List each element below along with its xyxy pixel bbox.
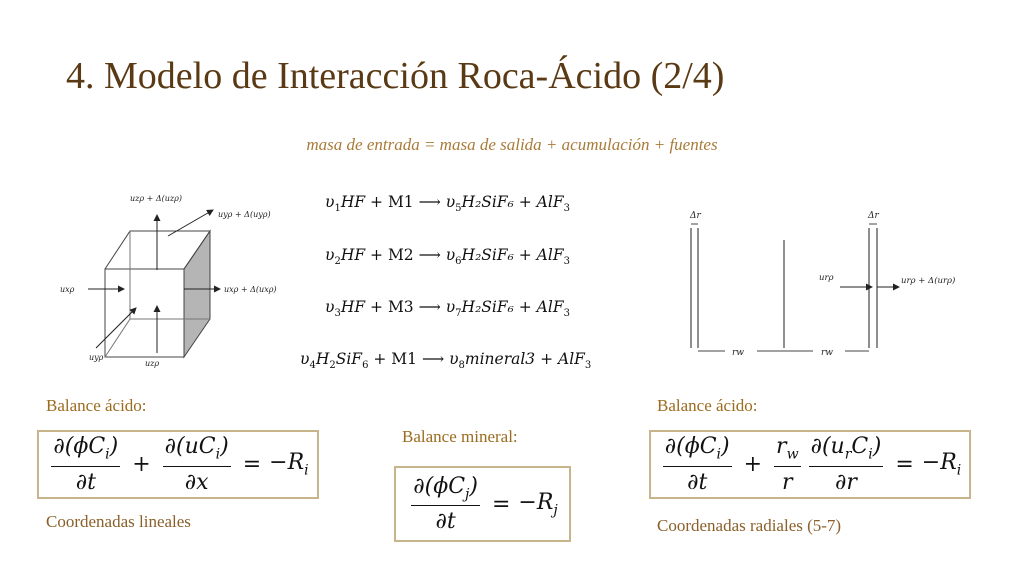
uy-in-arrow (96, 308, 136, 348)
uy-out-arrow (168, 210, 213, 236)
label-uz-out: uzρ + Δ(uzρ) (130, 194, 182, 203)
control-volume-cube-diagram (60, 180, 300, 370)
mineral-balance-heading: Balance mineral: (402, 427, 518, 446)
label-dr-left: Δr (690, 211, 701, 221)
label-ux-in: uxρ (60, 285, 75, 294)
linear-coordinates-caption: Coordenadas lineales (46, 512, 191, 531)
mineral-balance-equation: $\frac{\partial(\phi C_j)}{\partial t}$ = $-R_j$ (394, 466, 571, 542)
radial-flow-diagram (675, 200, 975, 365)
acid-balance-radial-equation: $\frac{\partial(\phi C_i)}{\partial t}$ + $\frac{r_w}{r}$ $\frac{\partial(u_rC_i)}{\partial r}$ = $-R_i$ (649, 430, 971, 499)
label-uy-in: uyρ (89, 353, 104, 362)
label-uz-in: uzρ (145, 359, 160, 368)
label-rw-left: rw (732, 348, 745, 358)
radial-coordinates-caption: Coordenadas radiales (5-7) (657, 516, 842, 535)
mass-balance-statement: masa de entrada = masa de salida + acumulación + fuentes (306, 135, 718, 154)
label-uy-out: uyρ + Δ(uyρ) (218, 210, 271, 219)
reaction-3: $\upsilon_3HF + M3$ ⟶ $\upsilon_7H_2SiF_6 + AlF_3$ (325, 298, 570, 320)
label-ur-out: urρ + Δ(urρ) (901, 276, 956, 286)
acid-balance-radial-heading: Balance ácido: (657, 396, 758, 415)
page-title: 4. Modelo de Interacción Roca-Ácido (2/4) (66, 55, 725, 97)
reaction-2: $\upsilon_2HF + M2$ ⟶ $\upsilon_6H_2SiF_6 + AlF_3$ (325, 246, 570, 268)
reaction-4: $\upsilon_4H_2SiF_6 + M1$ ⟶ $\upsilon_8mineral3 + AlF_3$ (300, 350, 592, 372)
label-rw-right: rw (821, 348, 834, 358)
acid-balance-linear-heading: Balance ácido: (46, 396, 147, 415)
acid-balance-linear-equation: $\frac{\partial(\phi C_i)}{\partial t}$ + $\frac{\partial(uC_i)}{\partial x}$ = $-R_i$ (37, 430, 319, 499)
label-ux-out: uxρ + Δ(uxρ) (224, 285, 277, 294)
label-dr-right: Δr (868, 211, 879, 221)
reaction-1: $\upsilon_1HF + M1$ ⟶ $\upsilon_5H_2SiF_6 + AlF_3$ (325, 193, 570, 215)
label-ur-in: urρ (819, 273, 834, 283)
